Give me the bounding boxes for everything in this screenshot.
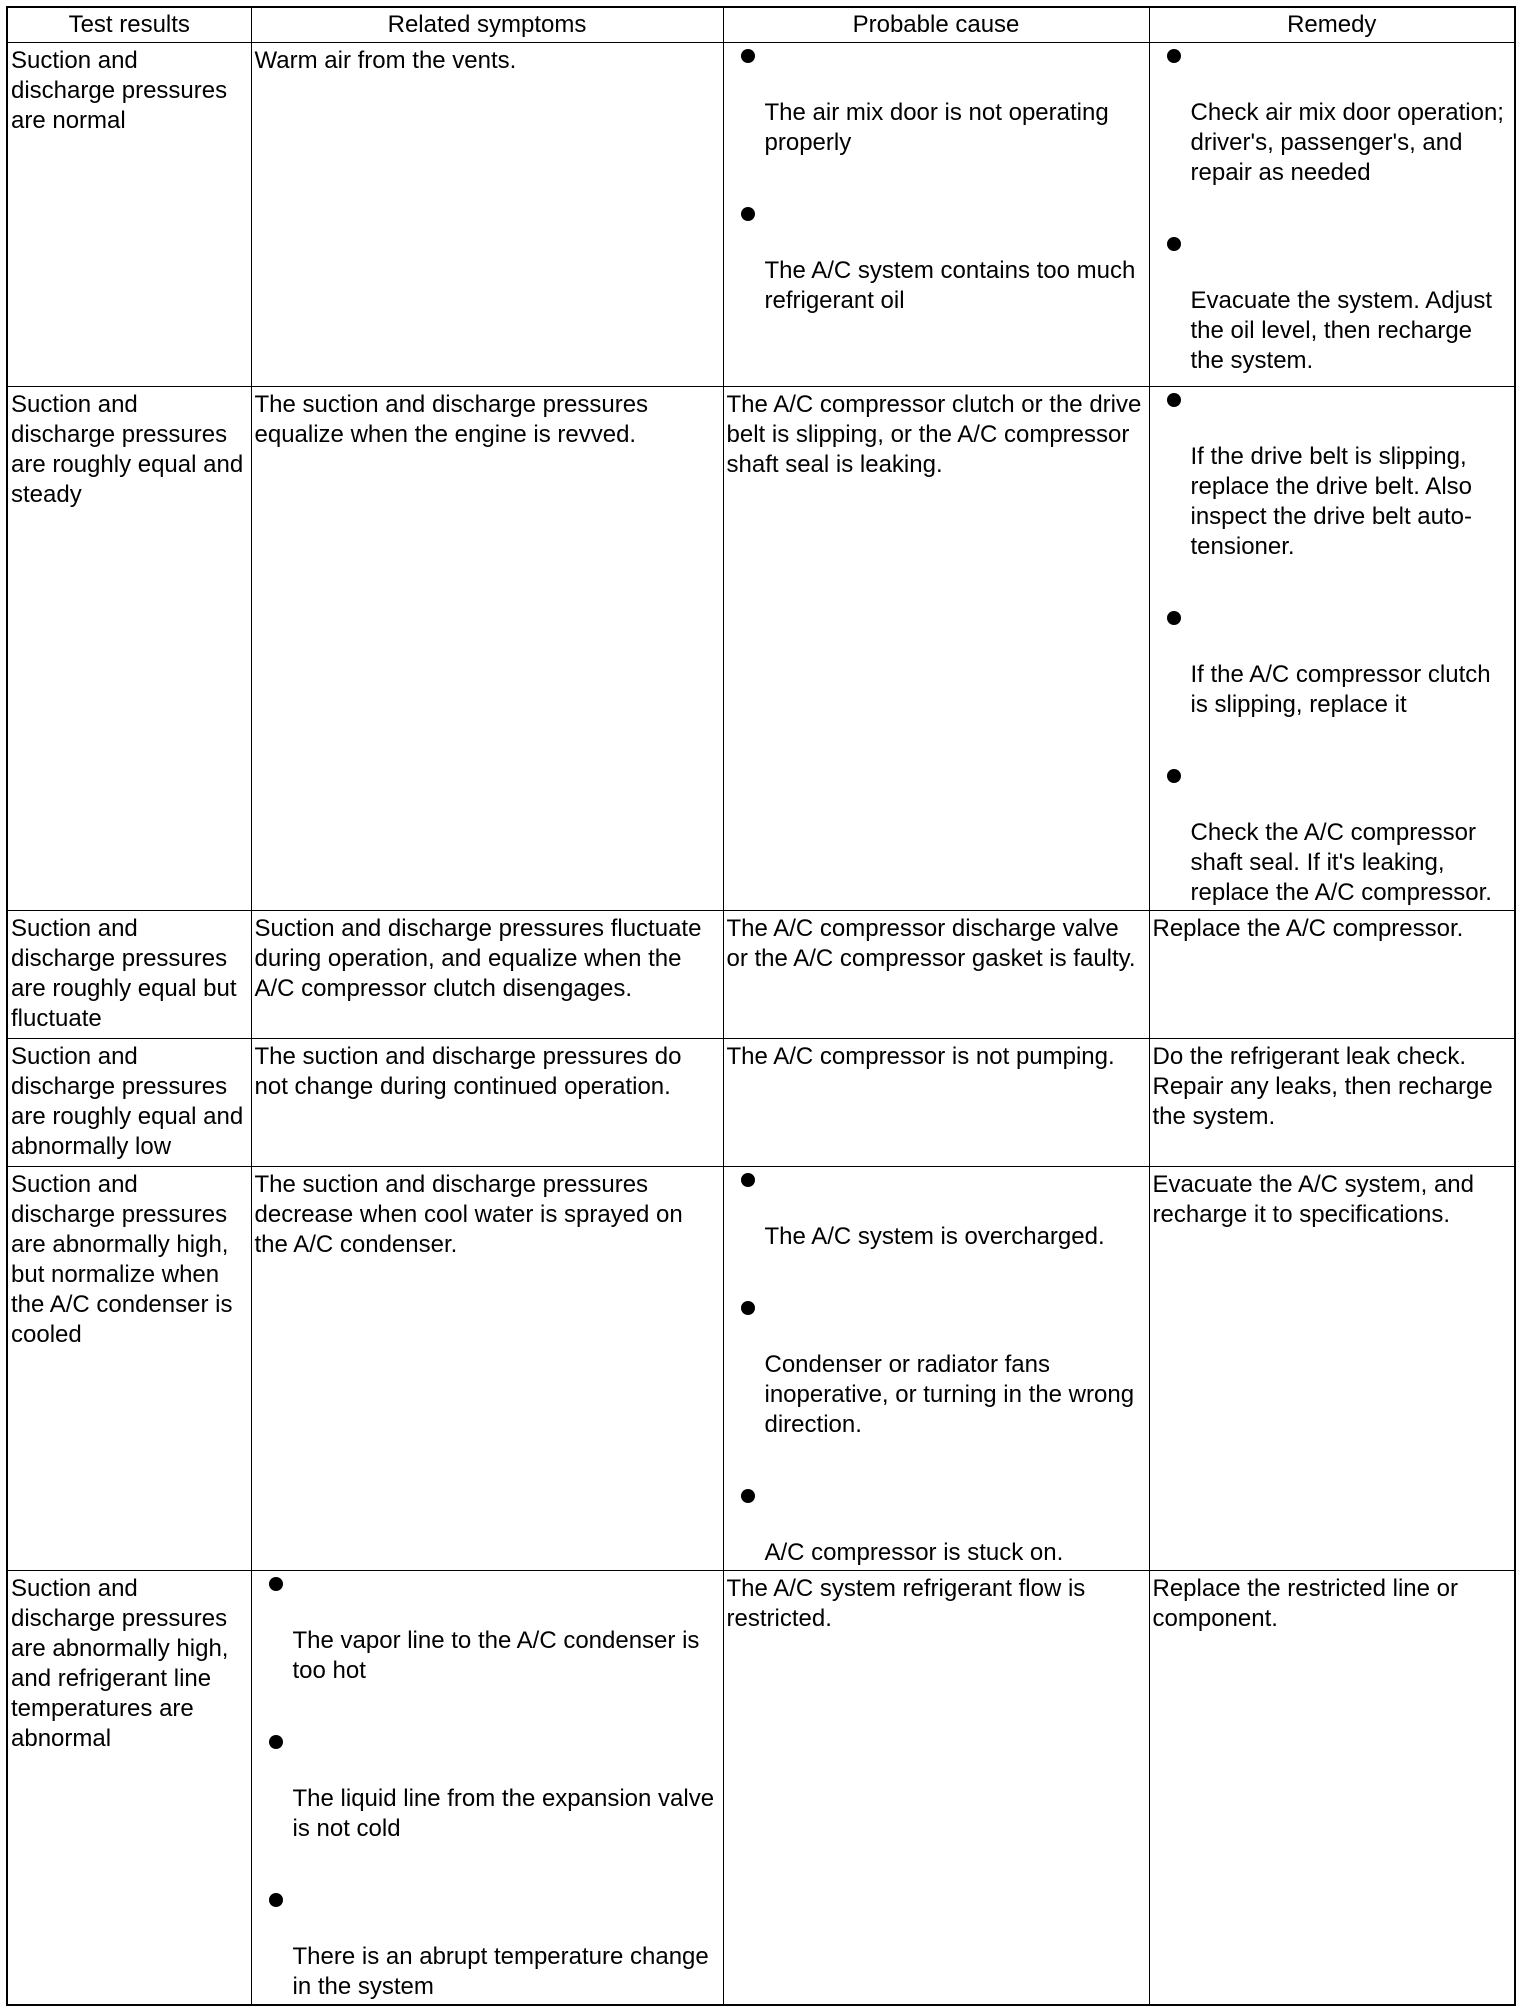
table-row bbox=[7, 43, 1515, 387]
header-row bbox=[7, 7, 1515, 43]
remedy-cell: Replace the A/C compressor. bbox=[1149, 911, 1515, 1039]
test-result-cell: Suction and discharge pressures are roughly equal and abnormally low bbox=[7, 1039, 251, 1167]
symptoms-cell: Suction and discharge pressures fluctuate during operation, and equalize when the A/C compressor clutch disengages. bbox=[251, 911, 723, 1039]
cause-cell: The A/C compressor clutch or the drive belt is slipping, or the A/C compressor shaft seal is leaking. bbox=[723, 387, 1149, 911]
bullet-icon bbox=[1167, 393, 1181, 407]
header-remedy: Remedy bbox=[1149, 7, 1515, 43]
symptoms-cell: The suction and discharge pressures decrease when cool water is sprayed on the A/C condenser. bbox=[251, 1167, 723, 1571]
list-item: The air mix door is not operating properly bbox=[727, 46, 1146, 204]
bullet-icon bbox=[1167, 237, 1181, 251]
cause-cell: The A/C compressor discharge valve or the A/C compressor gasket is faulty. bbox=[723, 911, 1149, 1039]
bullet-icon bbox=[269, 1577, 283, 1591]
list-item: The A/C system contains too much refrigerant oil bbox=[727, 204, 1146, 316]
header-related-symptoms: Related symptoms bbox=[251, 7, 723, 43]
table-row bbox=[7, 1571, 1515, 2006]
remedy-cell: Do the refrigerant leak check. Repair any leaks, then recharge the system. bbox=[1149, 1039, 1515, 1167]
table-row bbox=[7, 1039, 1515, 1167]
table-row bbox=[7, 911, 1515, 1039]
symptoms-cell: The suction and discharge pressures equalize when the engine is revved. bbox=[251, 387, 723, 911]
test-result-cell: Suction and discharge pressures are roughly equal but fluctuate bbox=[7, 911, 251, 1039]
table-row bbox=[7, 1167, 1515, 1571]
symptoms-cell bbox=[251, 1571, 723, 2006]
bullet-icon bbox=[741, 1489, 755, 1503]
remedy-cell bbox=[1149, 387, 1515, 911]
list-item: A/C compressor is stuck on. bbox=[727, 1486, 1146, 1568]
list-item: Condenser or radiator fans inoperative, or turning in the wrong direction. bbox=[727, 1298, 1146, 1486]
test-result-cell: Suction and discharge pressures are abnormally high, and refrigerant line temperatures are abnormal bbox=[7, 1571, 251, 2006]
table-row bbox=[7, 387, 1515, 911]
cause-cell bbox=[723, 43, 1149, 387]
bullet-icon bbox=[1167, 611, 1181, 625]
bullet-icon bbox=[269, 1893, 283, 1907]
test-result-cell: Suction and discharge pressures are abnormally high, but normalize when the A/C condenser is cooled bbox=[7, 1167, 251, 1571]
bullet-icon bbox=[1167, 769, 1181, 783]
bullet-icon bbox=[741, 1301, 755, 1315]
remedy-cell bbox=[1149, 43, 1515, 387]
diagnosis-table bbox=[6, 6, 1516, 2006]
list-item: If the drive belt is slipping, replace the drive belt. Also inspect the drive belt auto-tensioner. bbox=[1153, 390, 1512, 608]
list-item: If the A/C compressor clutch is slipping, replace it bbox=[1153, 608, 1512, 766]
test-result-cell: Suction and discharge pressures are normal bbox=[7, 43, 251, 387]
bullet-icon bbox=[269, 1735, 283, 1749]
cause-cell bbox=[723, 1167, 1149, 1571]
remedy-cell: Replace the restricted line or component. bbox=[1149, 1571, 1515, 2006]
list-item: The vapor line to the A/C condenser is too hot bbox=[255, 1574, 720, 1732]
list-item: The A/C system is overcharged. bbox=[727, 1170, 1146, 1298]
list-item: The liquid line from the expansion valve is not cold bbox=[255, 1732, 720, 1890]
remedy-cell: Evacuate the A/C system, and recharge it to specifications. bbox=[1149, 1167, 1515, 1571]
bullet-icon bbox=[741, 207, 755, 221]
list-item: Check the A/C compressor shaft seal. If it's leaking, replace the A/C compressor. bbox=[1153, 766, 1512, 908]
cause-cell: The A/C compressor is not pumping. bbox=[723, 1039, 1149, 1167]
header-test-results: Test results bbox=[7, 7, 251, 43]
bullet-icon bbox=[741, 1173, 755, 1187]
bullet-icon bbox=[1167, 49, 1181, 63]
bullet-icon bbox=[741, 49, 755, 63]
symptoms-cell: The suction and discharge pressures do not change during continued operation. bbox=[251, 1039, 723, 1167]
list-item: Evacuate the system. Adjust the oil level, then recharge the system. bbox=[1153, 234, 1512, 376]
symptoms-cell: Warm air from the vents. bbox=[251, 43, 723, 387]
list-item: There is an abrupt temperature change in the system bbox=[255, 1890, 720, 2002]
cause-cell: The A/C system refrigerant flow is restricted. bbox=[723, 1571, 1149, 2006]
header-probable-cause: Probable cause bbox=[723, 7, 1149, 43]
test-result-cell: Suction and discharge pressures are roughly equal and steady bbox=[7, 387, 251, 911]
list-item: Check air mix door operation; driver's, passenger's, and repair as needed bbox=[1153, 46, 1512, 234]
